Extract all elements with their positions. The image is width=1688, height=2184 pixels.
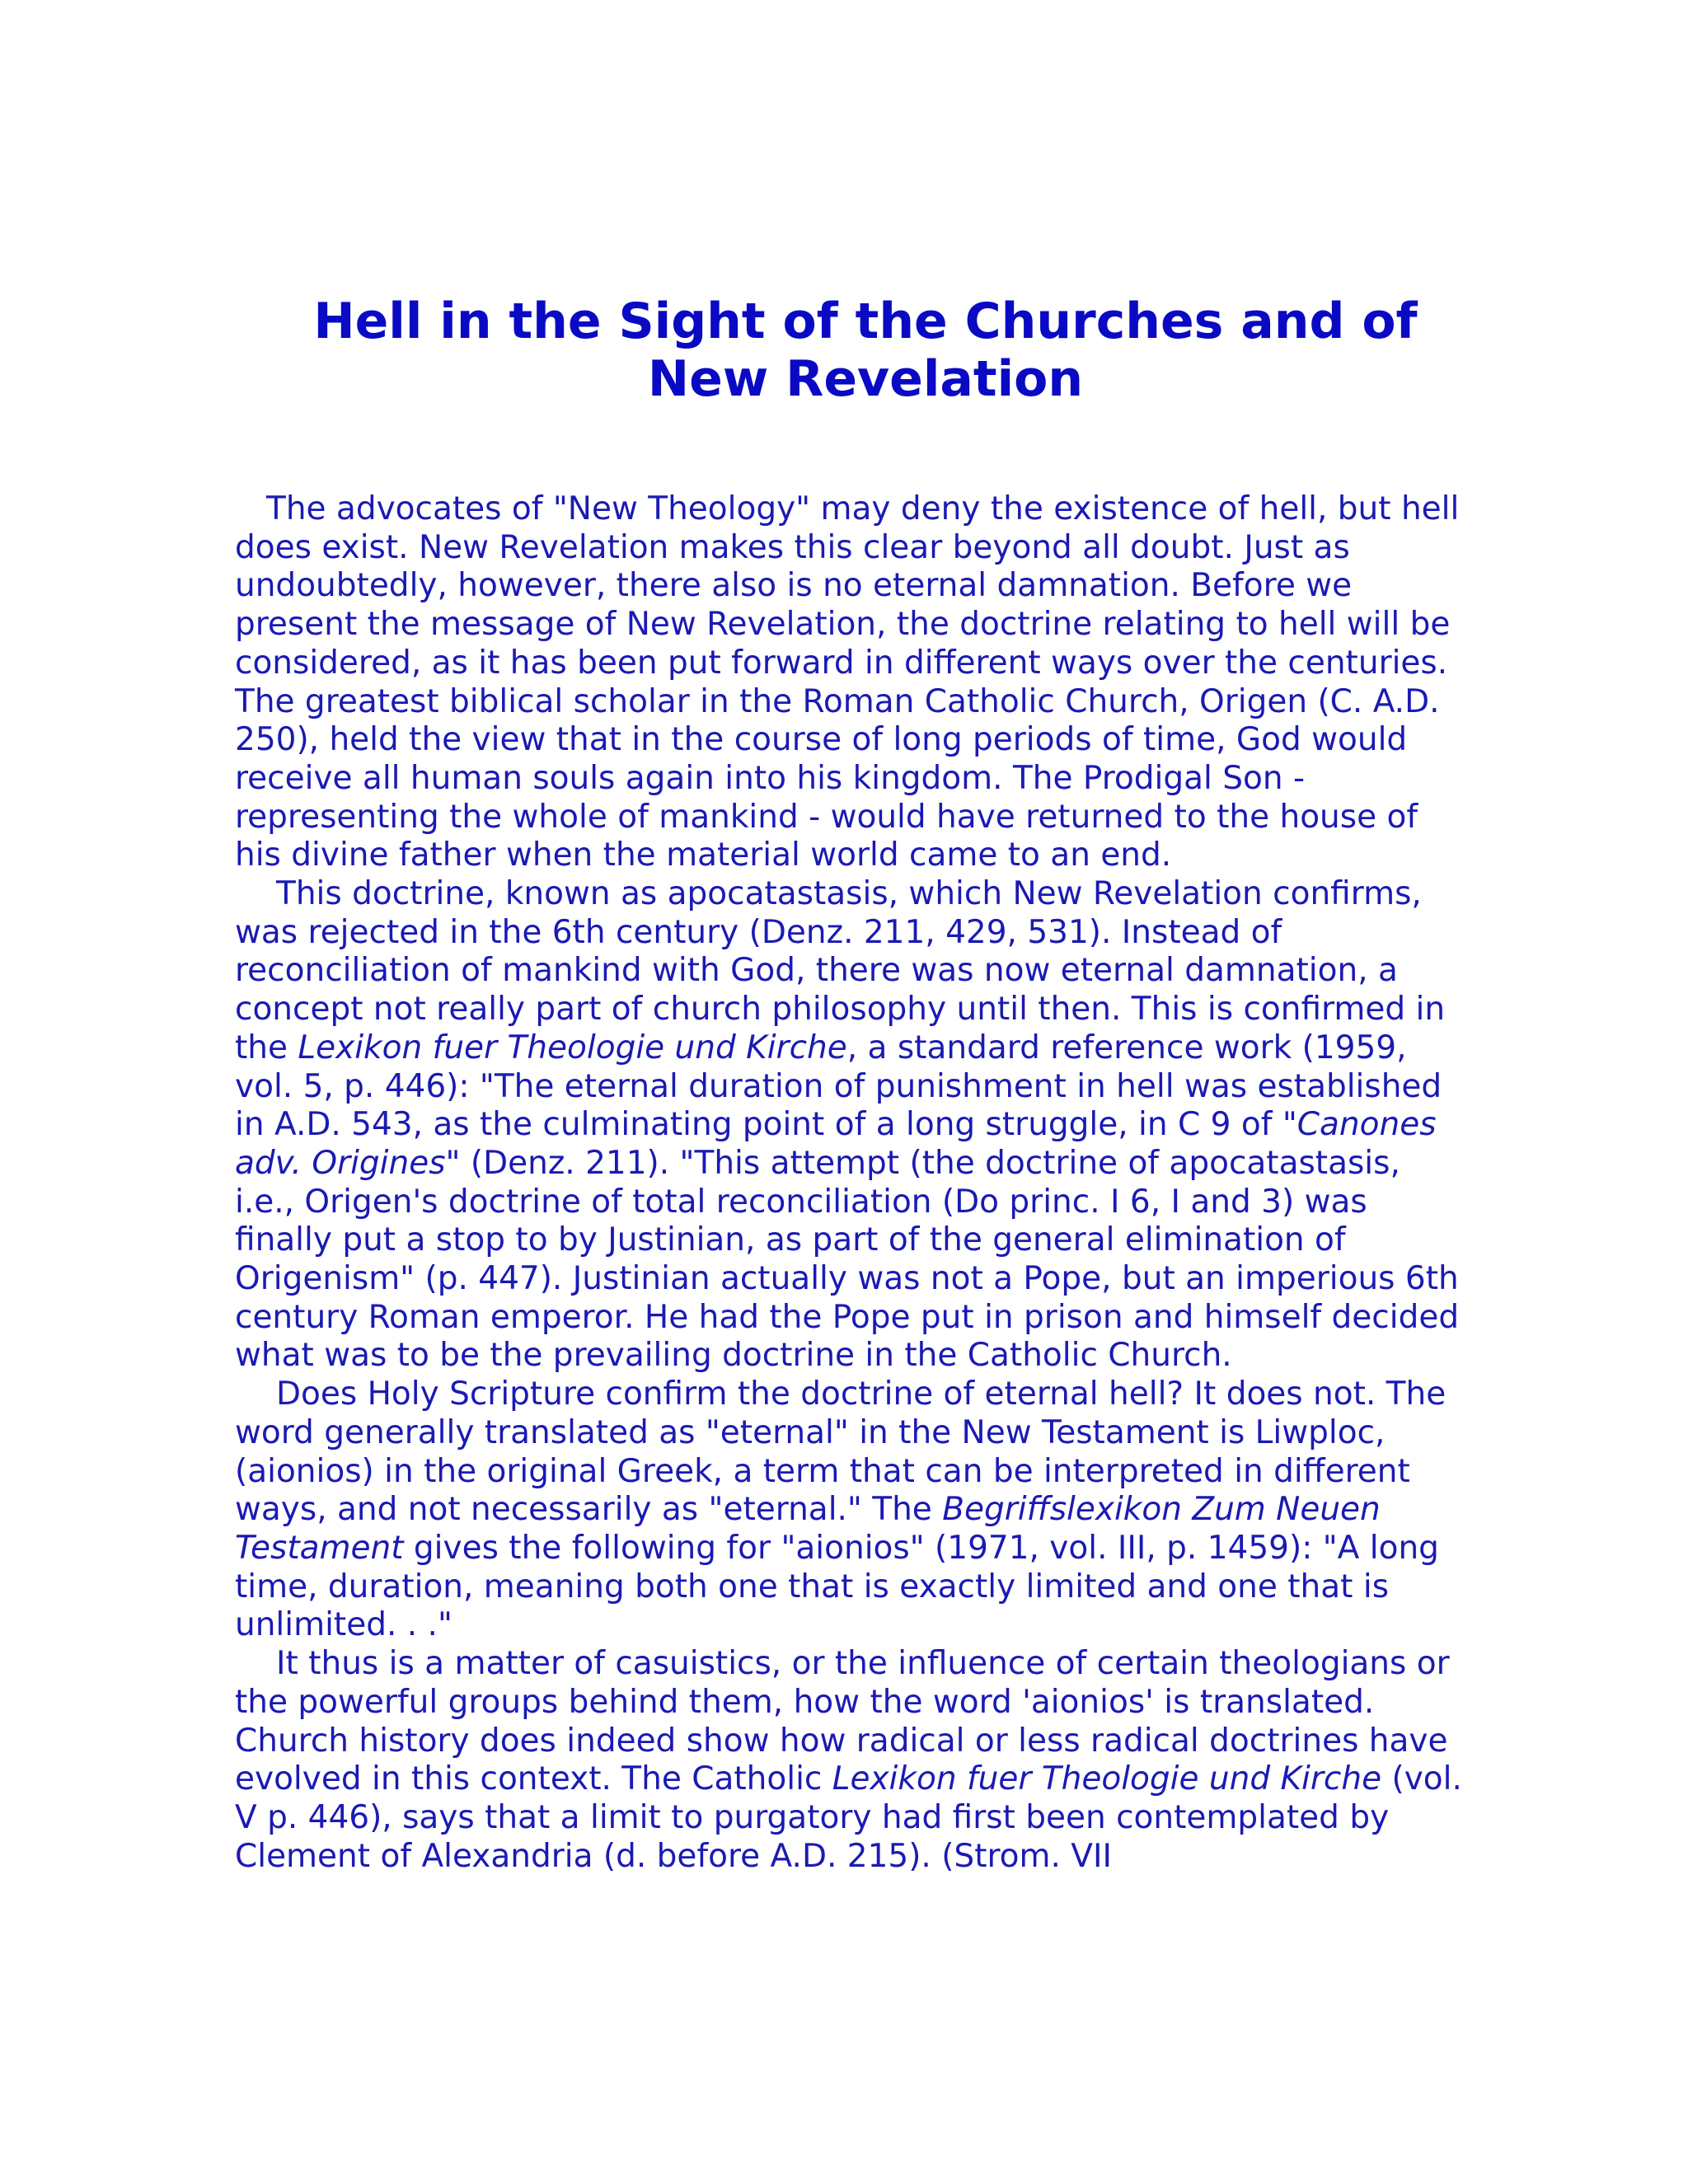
paragraph-3-seg2: gives the following for "aionios" (1971, vol. III, p. 1459): "A long time, duration, meaning both one that is exactly limited and one that is unlimited. . ." <box>235 1529 1439 1644</box>
paragraph-4 <box>235 1645 1463 1876</box>
paragraph-3 <box>235 1376 1463 1645</box>
paragraph-2-seg3: " (Denz. 211). "This attempt (the doctrine of apocatastasis, i.e., Origen's doctrine of total reconciliation (Do princ. I 6, I and 3) was finally put a stop to by Justinian, as part of the general elimination of Origenism" (p. 447). Justinian actually was not a Pope, but an imperious 6th century Roman emperor. He had the Pope put in prison and himself decided what was to be the prevailing doctrine in the Catholic Church. <box>235 1144 1460 1375</box>
paragraph-1 <box>235 490 1463 875</box>
paragraph-1-text: The advocates of "New Theology" may deny the existence of hell, but hell does exist. New Revelation makes this clear beyond all doubt. Just as undoubtedly, however, there also is no eternal damnation. Before we present the message of New Revelation, the doctrine relating to hell will be considered, as it has been put forward in different ways over the centuries. The greatest biblical scholar in the Roman Catholic Church, Origen (C. A.D. 250), held the view that in the course of long periods of time, God would receive all human souls again into his kingdom. The Prodigal Son - representing the whole of mankind - would have returned to the house of his divine father when the material world came to an end. <box>235 490 1460 874</box>
document-page <box>235 293 1463 1876</box>
paragraph-3-italic-title: Begriffslexikon Zum Neuen Testament <box>235 1491 1381 1567</box>
paragraph-4-italic-title: Lexikon fuer Theologie und Kirche <box>832 1760 1382 1798</box>
paragraph-2-italic-title-2: Canones adv. Origines <box>235 1106 1437 1182</box>
paragraph-2-italic-title-1: Lexikon fuer Theologie und Kirche <box>298 1029 847 1066</box>
paragraph-2 <box>235 875 1463 1376</box>
title-line-2: New Revelation <box>647 350 1084 408</box>
document-body <box>235 490 1463 1876</box>
document-title <box>235 293 1463 408</box>
paragraph-3-seg1: Does Holy Scripture confirm the doctrine of eternal hell? It does not. The word generally translated as "eternal" in the New Testament is Liwploc, (aionios) in the original Greek, a term that can be interpreted in different ways, and not necessarily as "eternal." The <box>235 1376 1447 1529</box>
paragraph-2-seg2: , a standard reference work (1959, vol. 5, p. 446): "The eternal duration of punishment in hell was established in A.D. 543, as the culminating point of a long struggle, in C 9 of " <box>235 1029 1442 1144</box>
paragraph-2-seg1: This doctrine, known as apocatastasis, which New Revelation confirms, was rejected in the 6th century (Denz. 211, 429, 531). Instead of reconciliation of mankind with God, there was now eternal damnation, a concept not really part of church philosophy until then. This is confirmed in the <box>235 875 1446 1066</box>
paragraph-4-seg2: (vol. V p. 446), says that a limit to purgatory had first been contemplated by Clement of Alexandria (d. before A.D. 215). (Strom. VII <box>235 1760 1462 1875</box>
paragraph-4-seg1: It thus is a matter of casuistics, or the influence of certain theologians or the powerful groups behind them, how the word 'aionios' is translated. Church history does indeed show how radical or less radical doctrines have evolved in this context. The Catholic <box>235 1645 1450 1798</box>
title-line-1: Hell in the Sight of the Churches and of <box>313 293 1418 350</box>
